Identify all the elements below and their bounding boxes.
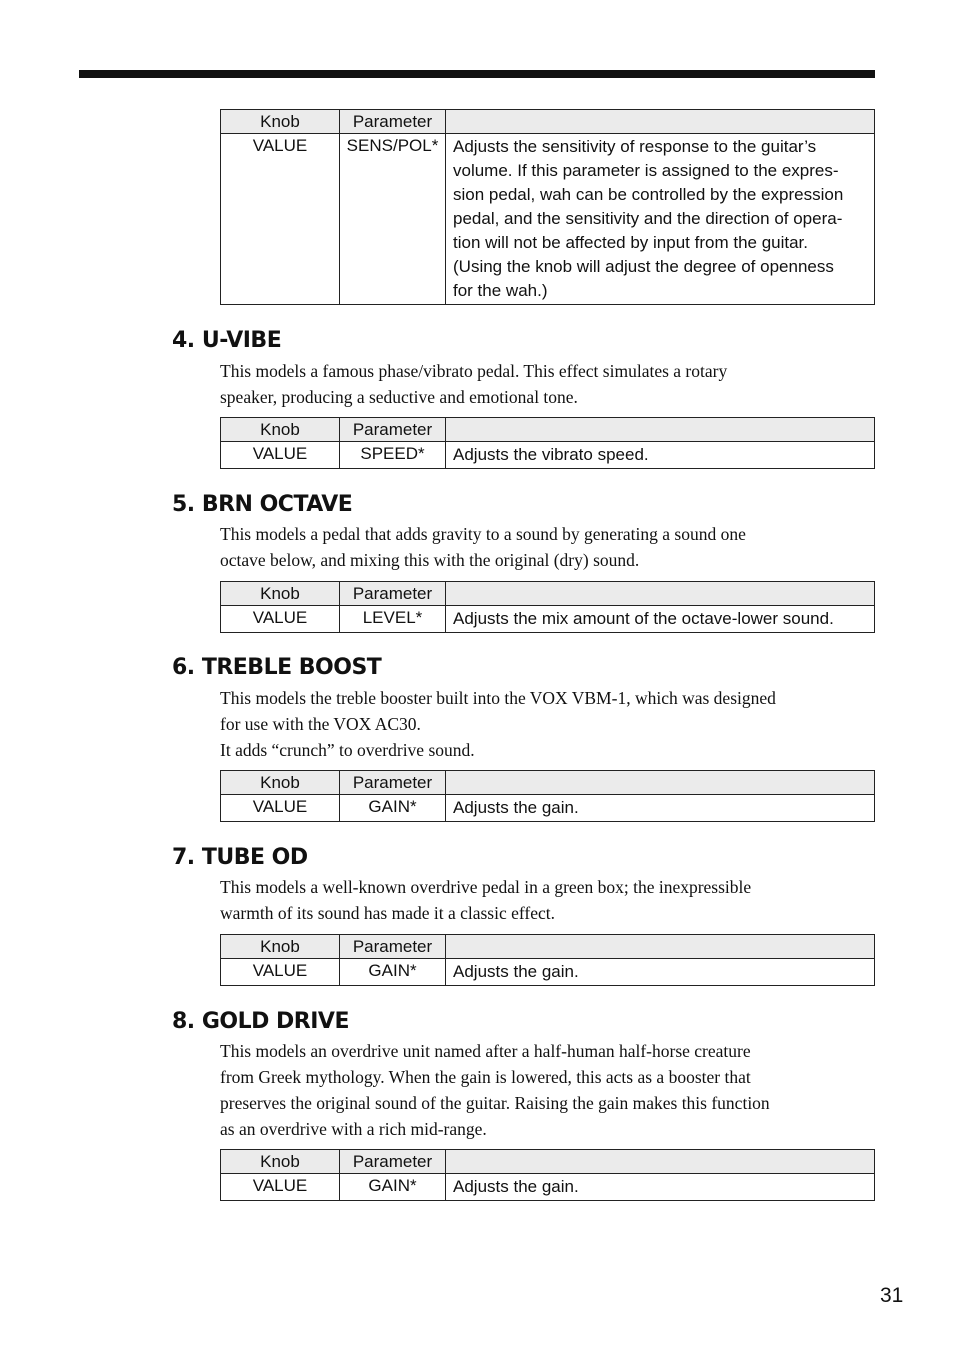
section-description-gold-drive <box>220 1038 880 1142</box>
description-line: sion pedal, wah can be controlled by the expression <box>453 185 844 204</box>
knob-header: Knob <box>221 110 340 134</box>
description-line: volume. If this parameter is assigned to the expres- <box>453 161 839 180</box>
description-cell: Adjusts the mix amount of the octave-lower sound. <box>446 606 875 633</box>
treble-boost-parameter-table <box>220 770 875 822</box>
knob-cell: VALUE <box>221 134 340 305</box>
section-heading-tube-od: 7. TUBE OD <box>172 845 308 870</box>
parameter-cell: SPEED* <box>340 442 446 469</box>
description-line: This models an overdrive unit named after a half-human half-horse creature <box>220 1041 751 1061</box>
table-header-row <box>221 582 875 606</box>
page-number: 31 <box>880 1284 904 1307</box>
section-heading-brn-octave: 5. BRN OCTAVE <box>172 492 353 517</box>
knob-header: Knob <box>221 582 340 606</box>
description-header <box>446 935 875 959</box>
description-cell: Adjusts the gain. <box>446 959 875 986</box>
description-line: This models a pedal that adds gravity to a sound by generating a sound one <box>220 524 746 544</box>
brn-octave-parameter-table <box>220 581 875 633</box>
description-header <box>446 110 875 134</box>
table-row <box>221 1174 875 1201</box>
section-description-brn-octave <box>220 521 880 573</box>
section-description-treble-boost <box>220 685 880 763</box>
table-header-row <box>221 110 875 134</box>
description-line: This models the treble booster built into the VOX VBM-1, which was designed <box>220 688 776 708</box>
wah-parameter-table <box>220 109 875 305</box>
table-row <box>221 442 875 469</box>
description-cell: Adjusts the gain. <box>446 1174 875 1201</box>
parameter-header: Parameter <box>340 771 446 795</box>
knob-header: Knob <box>221 1150 340 1174</box>
description-line: for use with the VOX AC30. <box>220 714 421 734</box>
knob-cell: VALUE <box>221 795 340 822</box>
table-row <box>221 959 875 986</box>
description-header <box>446 582 875 606</box>
description-line: (Using the knob will adjust the degree of openness <box>453 257 834 276</box>
knob-cell: VALUE <box>221 959 340 986</box>
description-cell: Adjusts the vibrato speed. <box>446 442 875 469</box>
description-line: speaker, producing a seductive and emotional tone. <box>220 387 578 407</box>
table-header-row <box>221 935 875 959</box>
tube-od-parameter-table <box>220 934 875 986</box>
section-description-u-vibe <box>220 358 880 410</box>
knob-cell: VALUE <box>221 442 340 469</box>
parameter-header: Parameter <box>340 110 446 134</box>
description-line: It adds “crunch” to overdrive sound. <box>220 740 475 760</box>
description-header <box>446 771 875 795</box>
table-header-row <box>221 418 875 442</box>
description-line: tion will not be affected by input from the guitar. <box>453 233 809 252</box>
section-heading-u-vibe: 4. U-VIBE <box>172 328 282 353</box>
description-line: as an overdrive with a rich mid-range. <box>220 1119 487 1139</box>
description-line: warmth of its sound has made it a classic effect. <box>220 903 555 923</box>
parameter-cell: SENS/POL* <box>340 134 446 305</box>
table-header-row <box>221 1150 875 1174</box>
u-vibe-parameter-table <box>220 417 875 469</box>
gold-drive-parameter-table <box>220 1149 875 1201</box>
description-header <box>446 418 875 442</box>
knob-header: Knob <box>221 935 340 959</box>
section-heading-treble-boost: 6. TREBLE BOOST <box>172 655 382 680</box>
knob-cell: VALUE <box>221 606 340 633</box>
description-header <box>446 1150 875 1174</box>
parameter-header: Parameter <box>340 935 446 959</box>
description-line: This models a famous phase/vibrato pedal. This effect simulates a rotary <box>220 361 728 381</box>
description-cell: Adjusts the gain. <box>446 795 875 822</box>
parameter-header: Parameter <box>340 1150 446 1174</box>
description-line: pedal, and the sensitivity and the direction of opera- <box>453 209 843 228</box>
description-line: from Greek mythology. When the gain is lowered, this acts as a booster that <box>220 1067 751 1087</box>
description-line: for the wah.) <box>453 281 548 300</box>
table-row <box>221 795 875 822</box>
parameter-cell: GAIN* <box>340 959 446 986</box>
table-row <box>221 134 875 305</box>
table-header-row <box>221 771 875 795</box>
parameter-header: Parameter <box>340 418 446 442</box>
knob-cell: VALUE <box>221 1174 340 1201</box>
description-cell <box>446 134 875 305</box>
description-line: octave below, and mixing this with the original (dry) sound. <box>220 550 640 570</box>
header-rule <box>79 70 875 78</box>
section-heading-gold-drive: 8. GOLD DRIVE <box>172 1009 349 1034</box>
parameter-header: Parameter <box>340 582 446 606</box>
parameter-cell: GAIN* <box>340 795 446 822</box>
description-line: Adjusts the sensitivity of response to the guitar’s <box>453 137 817 156</box>
knob-header: Knob <box>221 418 340 442</box>
knob-header: Knob <box>221 771 340 795</box>
description-line: This models a well-known overdrive pedal in a green box; the inexpressible <box>220 877 752 897</box>
section-description-tube-od <box>220 874 880 926</box>
parameter-cell: GAIN* <box>340 1174 446 1201</box>
table-row <box>221 606 875 633</box>
description-line: preserves the original sound of the guitar. Raising the gain makes this function <box>220 1093 770 1113</box>
parameter-cell: LEVEL* <box>340 606 446 633</box>
